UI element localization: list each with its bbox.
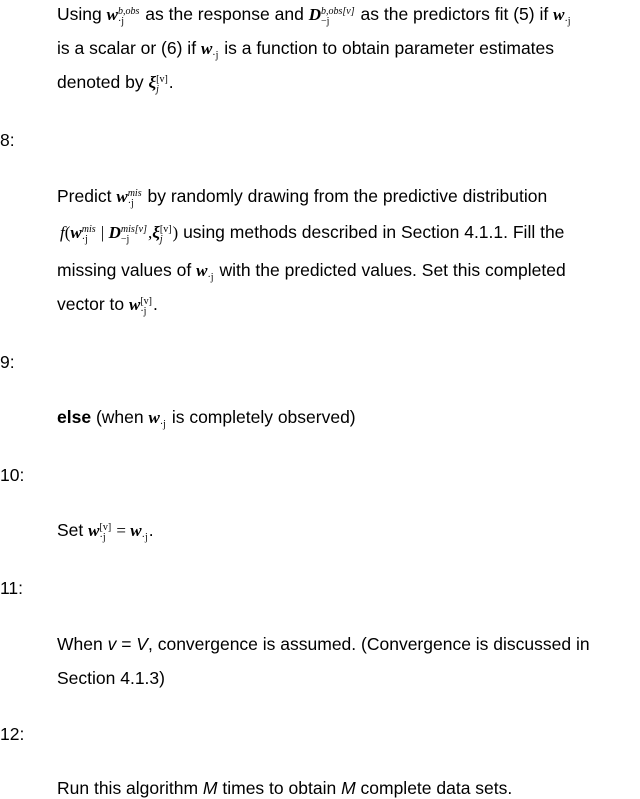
- step8-text-vector: vector to: [57, 294, 125, 314]
- step-number-12: 12:: [0, 724, 25, 744]
- math-D-bobsv: D b,obs[v] −j: [308, 5, 355, 27]
- step12-text-run: Run this algorithm: [57, 778, 199, 798]
- step9-text-when: (when: [95, 407, 144, 427]
- step11-line1: [57, 634, 590, 654]
- step7-line2: [57, 38, 554, 61]
- step7-text-using: Using: [57, 4, 102, 24]
- step7-text-response: as the response and: [145, 4, 304, 24]
- step10-line: [57, 520, 154, 543]
- step11-line2: [57, 668, 165, 688]
- step7-line3: [57, 72, 174, 95]
- step8-line1: [57, 186, 547, 209]
- step-number-8: 8:: [0, 130, 15, 150]
- step8-line4: [57, 294, 158, 317]
- step9-text-observed: is completely observed): [171, 407, 356, 427]
- step12-line: [57, 778, 512, 798]
- math-w-bobs: w b,obs ·j: [106, 5, 140, 27]
- step-number-11: 11:: [0, 578, 24, 598]
- var-M: M: [202, 778, 218, 798]
- step12-text-complete: complete data sets.: [360, 778, 513, 798]
- step7-text-denoted: denoted by: [57, 72, 144, 92]
- step8-text-missing: missing values of: [57, 260, 192, 280]
- math-w-v: w [v] ·j: [129, 295, 153, 317]
- math-w-j: w ·j: [553, 5, 571, 27]
- step12-text-times: times to obtain: [222, 778, 337, 798]
- step10-text-set: Set: [57, 520, 84, 540]
- step7-text-scalar: is a scalar or (6) if: [57, 38, 197, 58]
- math-w-j: w ·j: [196, 261, 214, 283]
- step8-line3: [57, 260, 566, 283]
- step8-line2: [60, 222, 564, 245]
- step8-text-methods: using methods described in Section 4.1.1. Fill the: [183, 222, 565, 242]
- var-v: v: [107, 634, 117, 654]
- var-V: V: [136, 634, 148, 654]
- step10-period: .: [148, 520, 154, 540]
- step11-text-when: When: [57, 634, 103, 654]
- math-w-j: w ·j: [148, 408, 166, 430]
- keyword-else: else: [57, 407, 92, 427]
- step7-line1: [57, 4, 572, 27]
- step-number-10: 10:: [0, 465, 25, 485]
- math-predictive-distribution: f(w mis ·j | D mis[v] −j ,ξ [v] j ): [60, 223, 179, 245]
- step11-text-convergence: , convergence is assumed. (Convergence is discussed in: [147, 634, 590, 654]
- step11-text-section: Section 4.1.3): [57, 668, 165, 688]
- step9-line: [57, 407, 356, 430]
- var-M: M: [341, 778, 356, 798]
- step-number-9: 9:: [0, 352, 15, 372]
- step8-period: .: [153, 294, 158, 314]
- math-w-j: w ·j: [200, 39, 219, 61]
- step8-text-predicted: with the predicted values. Set this completed: [219, 260, 566, 280]
- step7-text-function: is a function to obtain parameter estimates: [224, 38, 555, 58]
- math-xi-v: ξ [v] j: [148, 73, 168, 95]
- math-w-mis: w mis ·j: [116, 187, 142, 209]
- step7-text-predictors: as the predictors fit (5) if: [360, 4, 549, 24]
- step8-text-drawing: by randomly drawing from the predictive distribution: [147, 186, 548, 206]
- step8-text-predict: Predict: [57, 186, 112, 206]
- math-assignment: w [v] ·j = w ·j: [88, 521, 148, 543]
- equals-sign: =: [116, 634, 137, 654]
- step7-period: .: [168, 72, 174, 92]
